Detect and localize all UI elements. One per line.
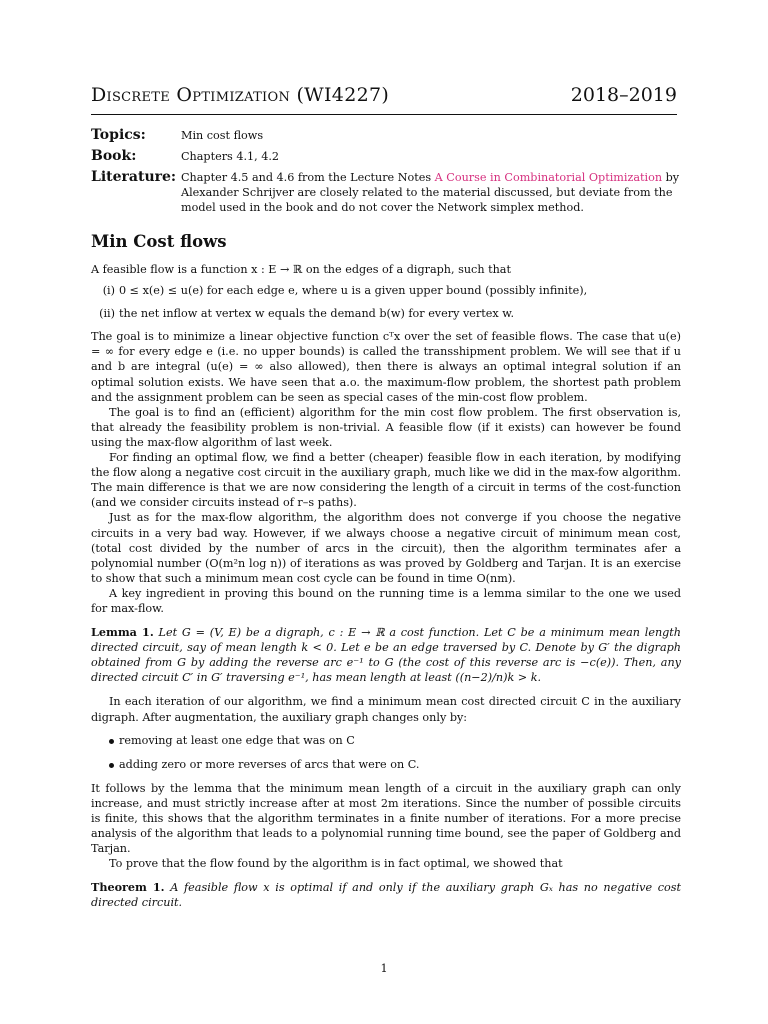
conclusion-paragraph: It follows by the lemma that the minimum mean length of a circuit in the auxiliary graph can only increase, and must strictly increase after at most 2m iterations. Since the number of possible circuits is finite, this shows that the algorithm terminates in a finite number of iterations. For a more precise analysis of the algorithm that leads to a polynomial running time bound, see the paper of Goldberg and Tarjan.	[91, 781, 681, 856]
condition-mark: (i)	[102, 284, 115, 298]
course-info	[91, 128, 681, 221]
theorem-text: A feasible flow x is optimal if and only if the auxiliary graph Gₓ has no negative cost directed circuit.	[91, 881, 681, 910]
bullet-icon	[109, 763, 114, 768]
spacer	[91, 685, 681, 694]
intro-paragraph: A feasible flow is a function x : E → ℝ on the edges of a digraph, such that	[91, 263, 511, 276]
academic-year: 2018–2019	[570, 84, 677, 106]
paragraph: The goal is to find an (efficient) algorithm for the min cost flow problem. The first observation is, that already the feasibility problem is non-trivial. A feasible flow (if it exists) can however be found using the max-flow algorithm of last week.	[91, 405, 681, 449]
literature-label: Literature:	[91, 169, 177, 185]
theorem-label: Theorem 1.	[91, 880, 165, 895]
book-value: Chapters 4.1, 4.2	[181, 150, 280, 163]
theorem-1	[91, 880, 681, 910]
literature-value	[181, 170, 681, 215]
bullet-text: removing at least one edge that was on C	[119, 733, 355, 747]
lemma-label: Lemma 1.	[91, 625, 154, 640]
header-rule	[91, 114, 677, 115]
document-body	[91, 262, 681, 911]
bullet-list	[91, 733, 681, 772]
condition-text: the net inflow at vertex w equals the demand b(w) for every vertex w.	[119, 307, 515, 321]
book-label: Book:	[91, 148, 137, 164]
condition-item	[91, 283, 681, 298]
spacer	[91, 616, 681, 625]
bullet-text: adding zero or more reverses of arcs that were on C.	[119, 757, 420, 771]
literature-link[interactable]: A Course in Combinatorial Optimization	[434, 171, 663, 184]
page-number: 1	[380, 962, 388, 975]
bullet-item	[91, 733, 681, 748]
topics-label: Topics:	[91, 127, 146, 143]
topics-value: Min cost flows	[181, 129, 264, 142]
prove-intro-paragraph: To prove that the flow found by the algorithm is in fact optimal, we showed that	[109, 857, 563, 871]
section-title: Min Cost flows	[91, 232, 227, 251]
topics-row	[91, 128, 681, 143]
conditions-list	[91, 283, 681, 321]
paragraph: Just as for the max-flow algorithm, the algorithm does not converge if you choose the negative circuits in a very bad way. However, if we always choose a negative circuit of minimum mean cost, (total cost divided by the number of arcs in the circuit), then the algorithm terminates afer a polynomial number (O(m²n log n)) of iterations as was proved by Goldberg and Tarjan. It is an exercise to show that such a minimum mean cost cycle can be found in time O(nm).	[91, 511, 681, 585]
paragraph: A key ingredient in proving this bound on the running time is a lemma similar to the one we used for max-flow.	[91, 586, 681, 615]
book-row	[91, 149, 681, 164]
condition-text: 0 ≤ x(e) ≤ u(e) for each edge e, where u is a given upper bound (possibly infinite),	[119, 284, 588, 298]
condition-mark: (ii)	[99, 307, 115, 321]
document-header	[91, 84, 677, 110]
after-lemma-paragraph: In each iteration of our algorithm, we find a minimum mean cost directed circuit C in the auxiliary digraph. After augmentation, the auxiliary graph changes only by:	[91, 695, 681, 724]
literature-pre: Chapter 4.5 and 4.6 from the Lecture Notes	[181, 171, 435, 184]
condition-item	[91, 306, 681, 321]
literature-post: by Alexander Schrijver are closely related to the material discussed, but deviate from the model used in the book and do not cover the Network simplex method.	[181, 171, 680, 214]
course-title: Discrete Optimization (WI4227)	[91, 84, 390, 106]
lemma-1	[91, 625, 681, 685]
literature-row	[91, 170, 681, 215]
paragraph: For finding an optimal flow, we find a better (cheaper) feasible flow in each iteration, by modifying the flow along a negative cost circuit in the auxiliary graph, much like we did in the max-fow algorithm. The main difference is that we are now considering the length of a circuit in terms of the cost-function (and we consider circuits instead of r–s paths).	[91, 451, 681, 510]
bullet-item	[91, 757, 681, 772]
bullet-icon	[109, 739, 114, 744]
lemma-text: Let G = (V, E) be a digraph, c : E → ℝ a cost function. Let C be a minimum mean length directed circuit, say of mean length k < 0. Let e be an edge traversed by C. Denote by G′ the digraph obtained from G by adding the reverse arc e⁻¹ to G (the cost of this reverse arc is −c(e)). Then, any directed circuit C′ in G′ traversing e⁻¹, has mean length at least ((n−2)/n)k > k.	[91, 626, 682, 685]
paragraph: The goal is to minimize a linear objective function cᵀx over the set of feasible flows. The case that u(e) = ∞ for every edge e (i.e. no upper bounds) is called the transshipment problem. We will see that if u and b are integral (u(e) = ∞ also allowed), then there is always an optimal integral solution if an optimal solution exists. We have seen that a.o. the maximum-flow problem, the shortest path problem and the assignment problem can be seen as special cases of the min-cost flow problem.	[91, 330, 681, 404]
spacer	[91, 871, 681, 880]
